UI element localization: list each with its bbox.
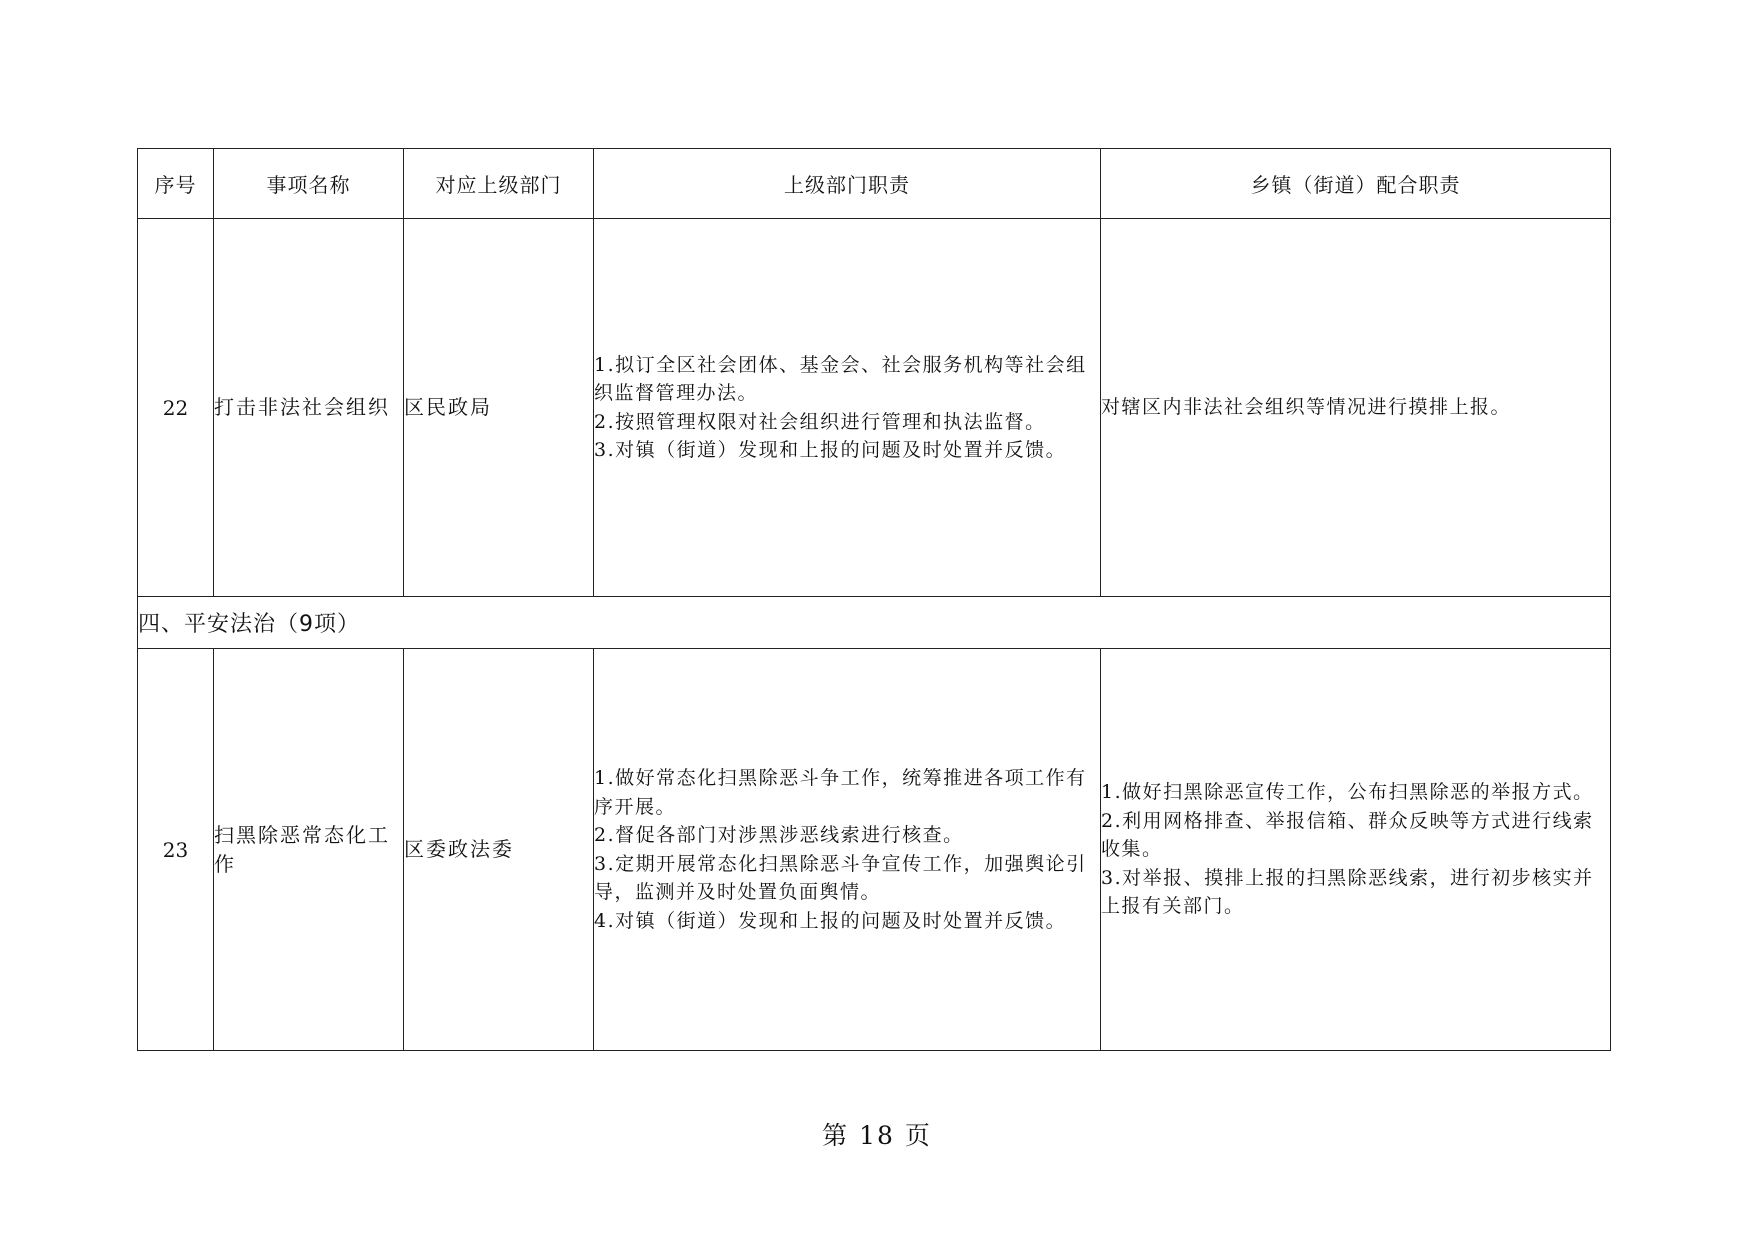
page-number: 第 18 页	[822, 1121, 932, 1150]
duty-line: 1.做好常态化扫黑除恶斗争工作，统筹推进各项工作有序开展。	[594, 767, 1087, 818]
coop-line: 3.对举报、摸排上报的扫黑除恶线索，进行初步核实并上报有关部门。	[1101, 866, 1594, 918]
header-town-duty: 乡镇（街道）配合职责	[1101, 149, 1611, 219]
superior-duties	[594, 649, 1101, 1051]
row-number: 22	[138, 219, 214, 597]
item-name: 扫黑除恶常态化工作	[214, 649, 404, 1051]
section-title: 四、平安法治（9项）	[138, 597, 1611, 649]
duty-line: 4.对镇（街道）发现和上报的问题及时处置并反馈。	[594, 909, 1067, 932]
coop-line: 1.做好扫黑除恶宣传工作，公布扫黑除恶的举报方式。	[1101, 781, 1594, 804]
header-superior-dept: 对应上级部门	[404, 149, 594, 219]
table-row	[138, 649, 1611, 1051]
header-seq: 序号	[138, 149, 214, 219]
duty-line: 3.对镇（街道）发现和上报的问题及时处置并反馈。	[594, 439, 1067, 461]
town-duties	[1101, 649, 1611, 1051]
duty-line: 3.定期开展常态化扫黑除恶斗争宣传工作，加强舆论引导，监测并及时处置负面舆情。	[594, 852, 1087, 903]
duty-line: 2.督促各部门对涉黑涉恶线索进行核查。	[594, 824, 964, 846]
superior-duties	[594, 219, 1101, 597]
table-row	[138, 219, 1611, 597]
row-number: 23	[138, 649, 214, 1051]
superior-dept: 区委政法委	[404, 649, 594, 1051]
item-name: 打击非法社会组织	[214, 219, 404, 597]
duty-line: 1.拟订全区社会团体、基金会、社会服务机构等社会组织监督管理办法。	[594, 353, 1087, 404]
superior-dept: 区民政局	[404, 219, 594, 597]
coop-line: 对辖区内非法社会组织等情况进行摸排上报。	[1101, 396, 1512, 419]
town-duties	[1101, 219, 1611, 597]
coop-line: 2.利用网格排查、举报信箱、群众反映等方式进行线索收集。	[1101, 809, 1594, 861]
header-superior-duty: 上级部门职责	[594, 149, 1101, 219]
duty-table	[137, 148, 1611, 1051]
table-header-row	[138, 149, 1611, 219]
header-item-name: 事项名称	[214, 149, 404, 219]
duty-line: 2.按照管理权限对社会组织进行管理和执法监督。	[594, 410, 1046, 433]
section-row	[138, 597, 1611, 649]
